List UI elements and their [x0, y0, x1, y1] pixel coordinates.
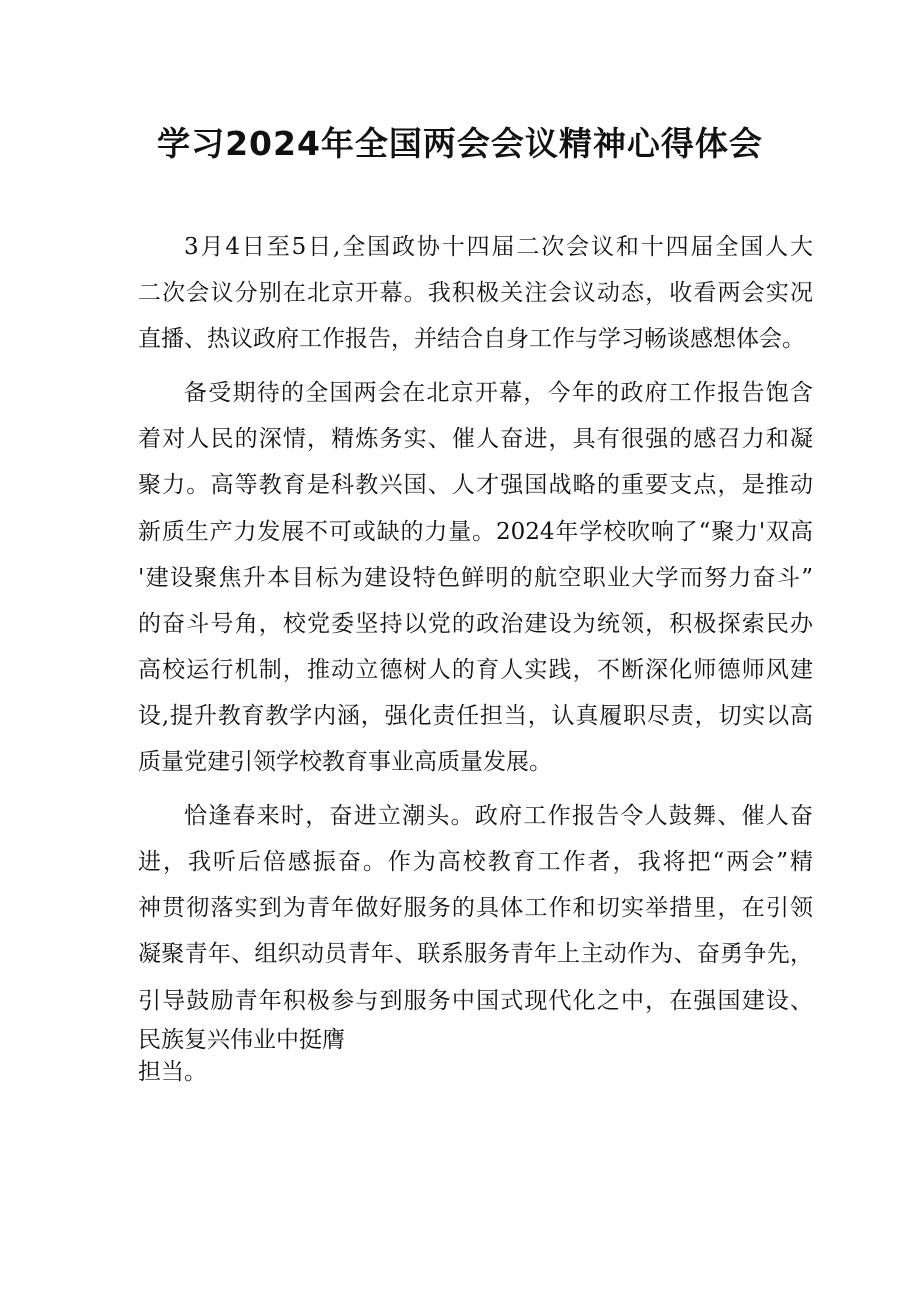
paragraph-line: 进，我听后倍感振奋。作为高校教育工作者，我将把“两会”精: [138, 849, 813, 876]
document-title: 学习2024年全国两会会议精神心得体会: [157, 124, 763, 163]
paragraph-2: [138, 370, 813, 785]
paragraph-line: 质量党建引领学校教育事业高质量发展。: [138, 749, 552, 776]
paragraph-line: 的奋斗号角，校党委坚持以党的政治建设为统领，积极探索民办: [138, 610, 813, 637]
paragraph-line: 聚力。高等教育是科教兴国、人才强国战略的重要支点，是推动: [138, 472, 813, 499]
paragraph-line: 3月4日至5日,全国政协十四届二次会议和十四届全国人大: [184, 234, 813, 260]
paragraph-line: 民族复兴伟业中挺膺: [138, 1026, 345, 1053]
document-body: [138, 224, 813, 1088]
paragraph-1: [138, 224, 813, 362]
paragraph-line: 高校运行机制，推动立德树人的育人实践，不断深化师德师风建: [138, 656, 813, 683]
paragraph-line: 引导鼓励青年积极参与到服务中国式现代化之中，在强国建设、: [138, 987, 813, 1014]
paragraph-line: 直播、热议政府工作报告，并结合自身工作与学习畅谈感想体会。: [138, 326, 805, 353]
paragraph-line: 备受期待的全国两会在北京开幕，今年的政府工作报告饱含: [184, 380, 813, 407]
paragraph-line: '建设聚焦升本目标为建设特色鲜明的航空职业大学而努力奋斗”: [138, 564, 813, 591]
paragraph-line: 二次会议分别在北京开幕。我积极关注会议动态，收看两会实况: [138, 280, 813, 307]
paragraph-line: 凝聚青年、组织动员青年、联系服务青年上主动作为、奋勇争先，: [138, 941, 813, 968]
paragraph-line: 着对人民的深情，精炼务实、催人奋进，具有很强的感召力和凝: [138, 426, 813, 453]
paragraph-line: 设,提升教育教学内涵，强化责任担当，认真履职尽责，切实以高: [138, 702, 813, 729]
paragraph-line: 恰逢春来时，奋进立潮头。政府工作报告令人鼓舞、催人奋: [184, 803, 813, 830]
paragraph-3: [138, 793, 813, 1087]
paragraph-line: 担当。: [138, 1058, 207, 1085]
paragraph-line: 神贯彻落实到为青年做好服务的具体工作和切实举措里，在引领: [138, 895, 813, 922]
paragraph-line: 新质生产力发展不可或缺的力量。2024年学校吹响了“聚力'双高: [138, 518, 813, 545]
